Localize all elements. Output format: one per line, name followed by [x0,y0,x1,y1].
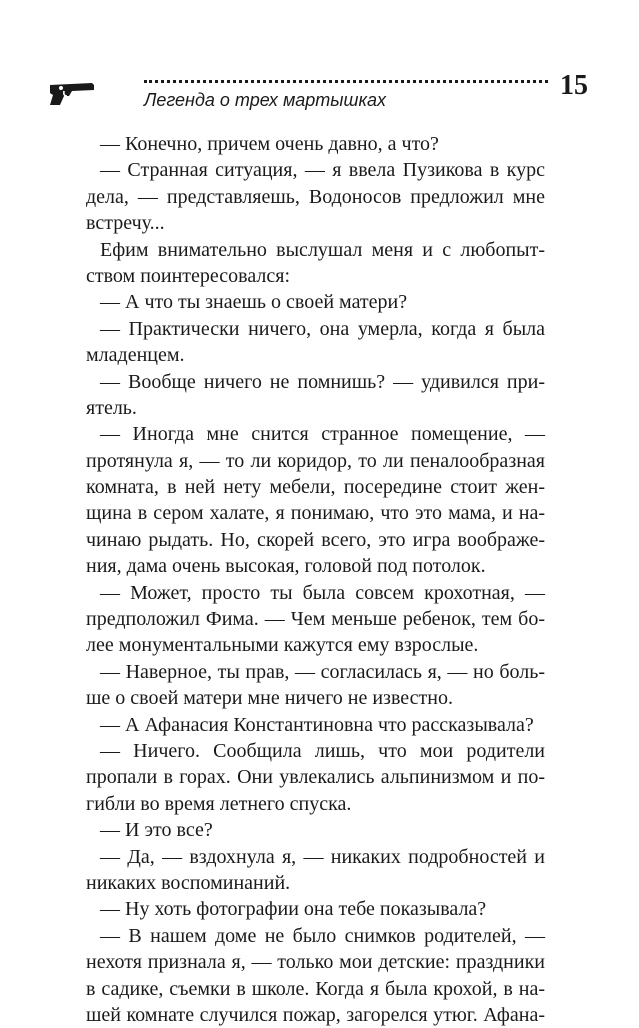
revolver-icon [48,81,96,112]
text-line: никаких воспоминаний. [86,871,291,894]
text-line: — Может, просто ты была совсем крохотная, — [100,581,545,604]
text-line: — Ничего. Сообщила лишь, что мои родители [100,739,545,762]
text-line: пропали в горах. Они увлекались альпинизмом и по- [86,766,545,789]
body-text [86,131,545,1028]
text-line: — Конечно, причем очень давно, а что? [100,133,439,155]
text-line: ше о своей матери мне ничего не известно. [86,687,453,710]
text-line: — Вообще ничего не помнишь? — удивился при- [100,370,545,393]
text-line: шей комнате случился пожар, загорелся утюг. Афана- [86,1003,545,1026]
text-line: — Иногда мне снится странное помещение, — [100,423,545,446]
page-number: 15 [560,70,588,101]
text-line: гибли во время летнего спуска. [86,792,352,815]
text-line: лее монументальными кажутся ему взрослые. [86,634,479,657]
text-line: — Да, — вздохнула я, — никаких подробностей и [100,845,545,868]
text-line: нехотя призналa я, — только мои детские: праздники [86,951,545,974]
text-line: щина в сером халате, я понимаю, что это мама, и на- [86,502,545,525]
text-line: — Ну хоть фотографии она тебе показывала? [100,898,487,921]
running-header [40,70,600,118]
running-title: Легенда о трех мартышках [144,90,386,110]
text-line: комната, в ней нету мебели, посередине стоит жен- [86,476,545,499]
text-line: ством поинтересовался: [86,264,291,287]
text-line: — Практически ничего, она умерла, когда я была [100,317,545,340]
text-line: в садике, съемки в школе. Когда я была крохой, в на- [86,977,545,1000]
text-line: протянула я, — то ли коридор, то ли пеналообразная [86,449,545,472]
text-line: младенцем. [86,344,185,367]
dotted-rule [144,80,548,83]
text-line: — А что ты знаешь о своей матери? [100,291,408,314]
text-line: — И это все? [100,819,213,842]
text-line: ния, дама очень высокая, головой под потолок. [86,555,486,578]
text-line: — А Афанасия Константиновна что рассказывала? [100,713,534,736]
text-line: — Странная ситуация, — я ввела Пузикова в курс [100,159,545,182]
text-line: чинаю рыдать. Но, скорей всего, это игра воображе- [86,528,545,551]
text-line: дела, — представляешь, Водоносов предложил мне [86,185,545,208]
text-line: — Наверное, ты прав, — согласилась я, — но боль- [100,660,545,683]
text-line: Ефим внимательно выслушал меня и с любопыт- [100,238,545,261]
text-line: встречу... [86,212,165,235]
text-line: — В нашем доме не было снимков родителей, — [100,924,545,947]
text-line: ятель. [86,396,137,419]
text-line: предположил Фима. — Чем меньше ребенок, тем бо- [86,608,545,631]
